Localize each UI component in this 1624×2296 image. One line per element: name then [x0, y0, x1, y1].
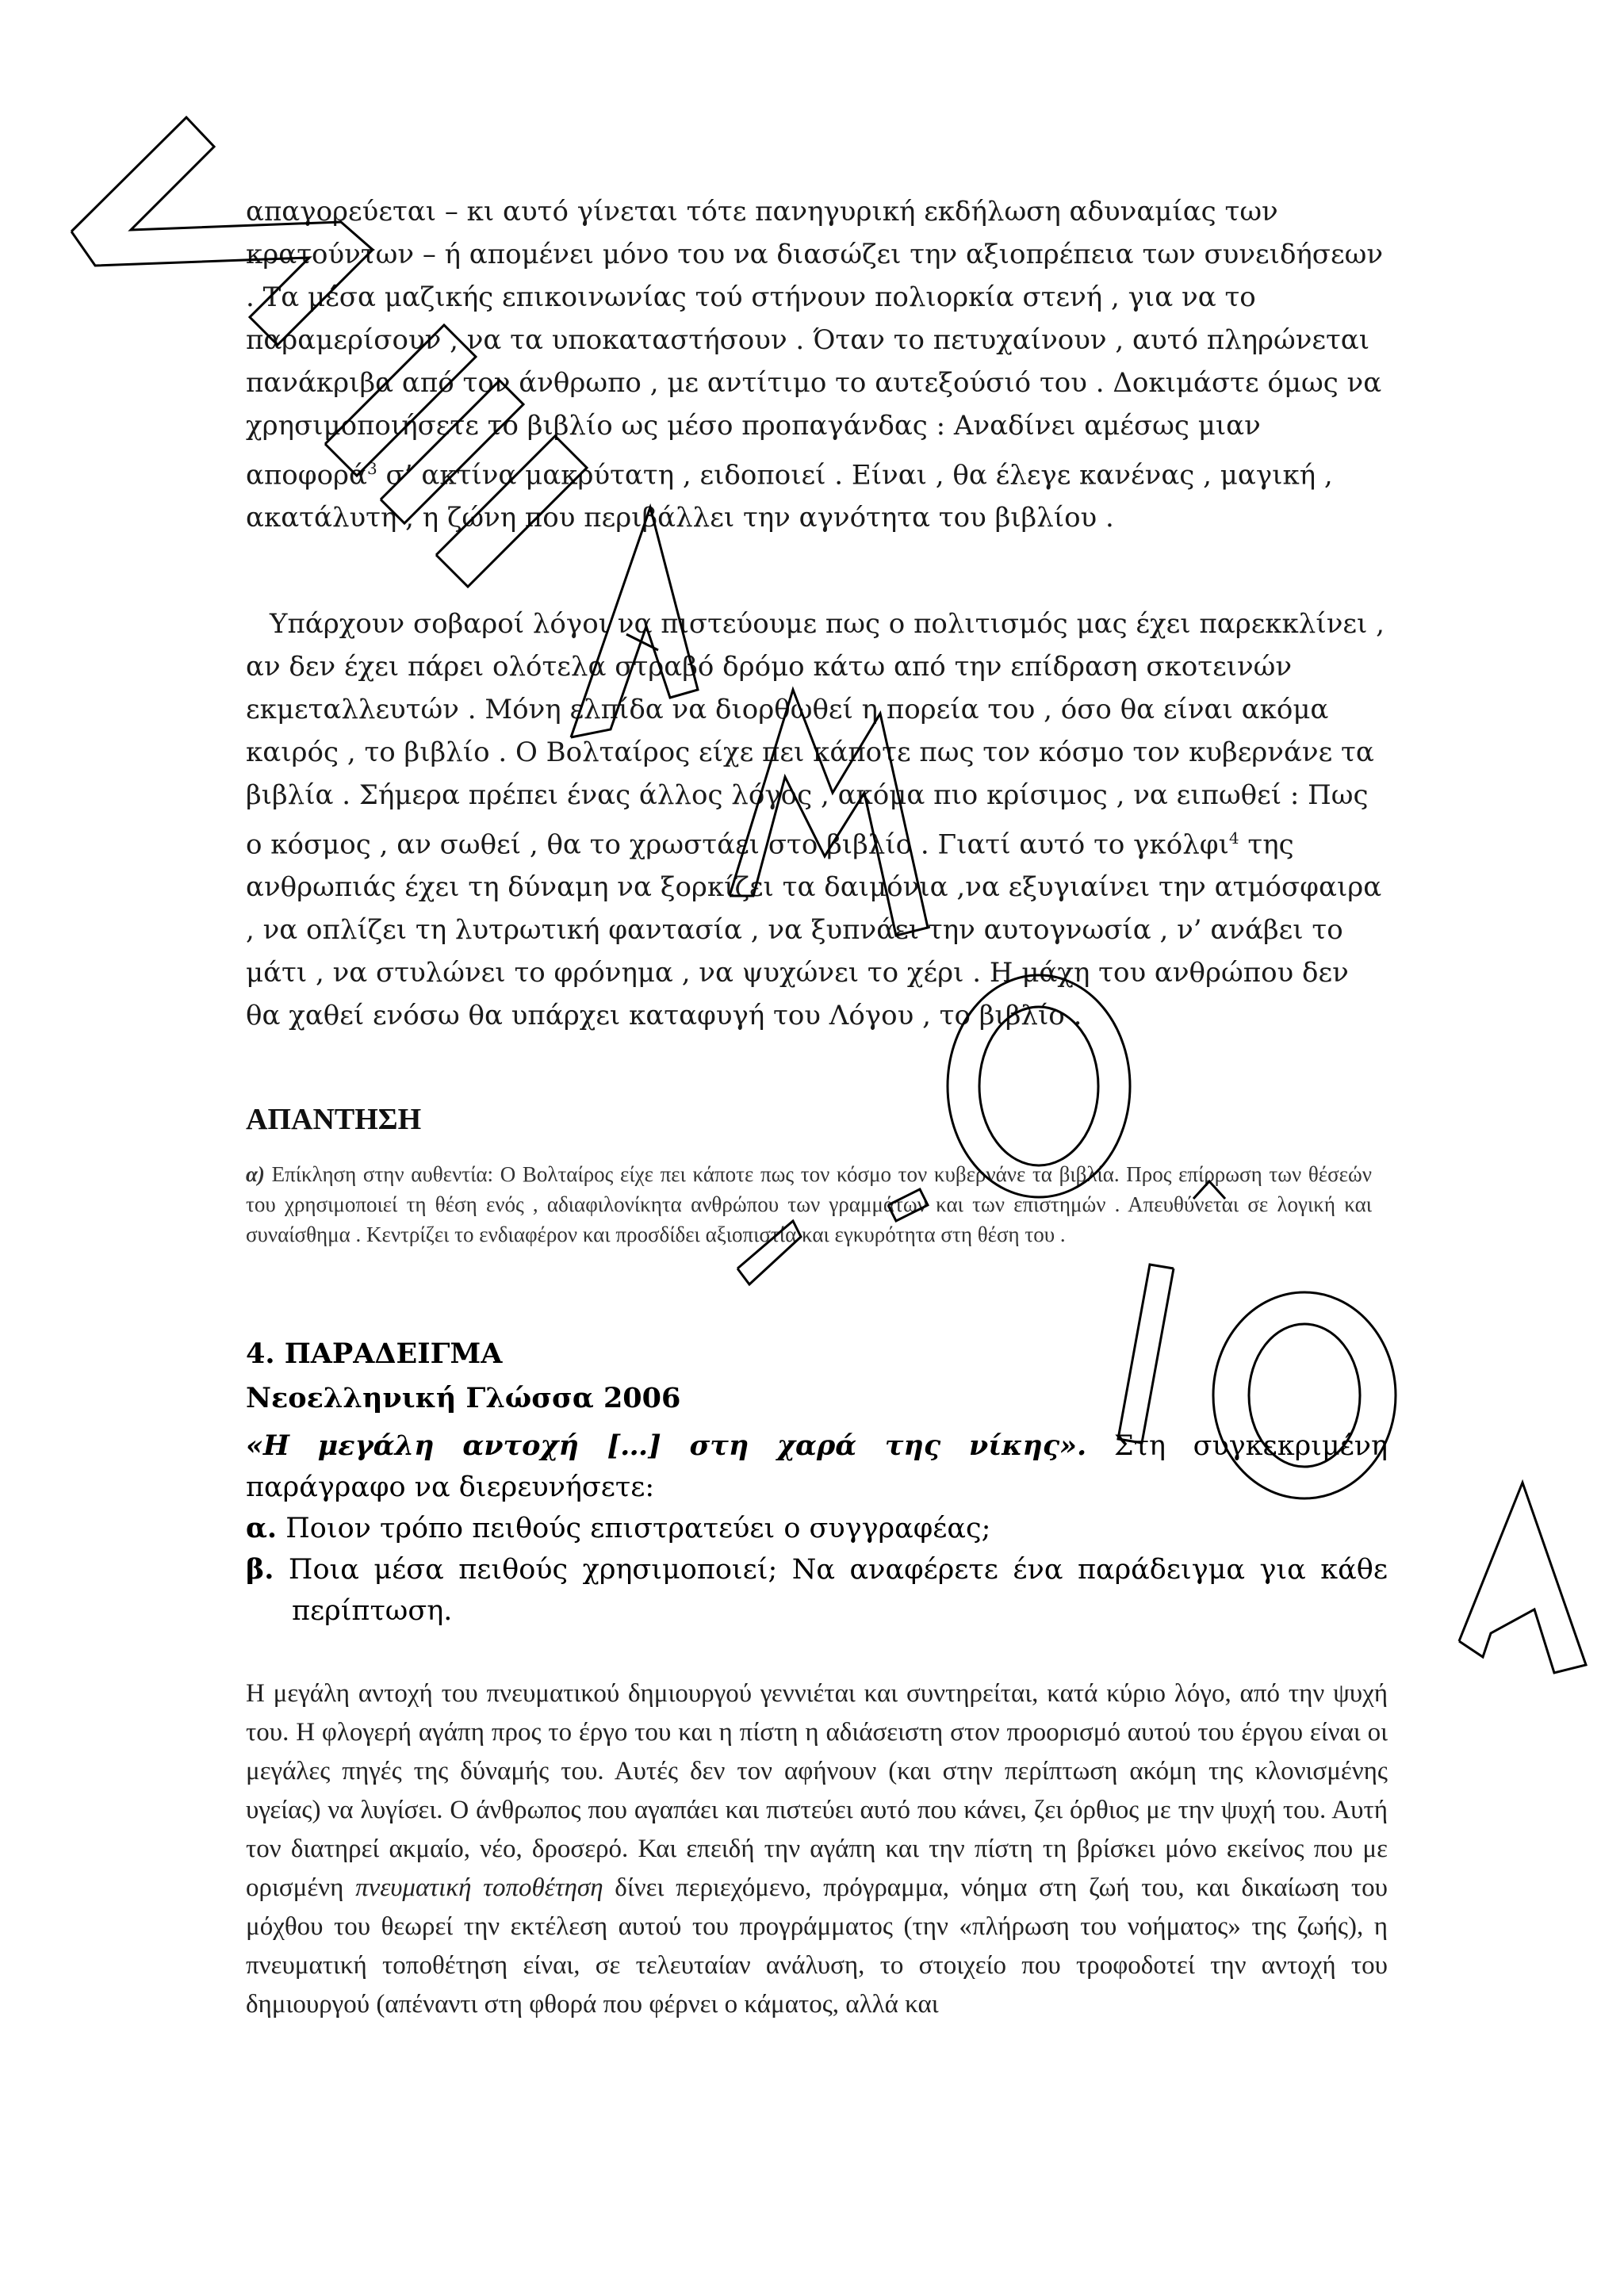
example-intro-text: Στη συγκεκριμένη παράγραφο να διερευνήσετε: — [246, 1430, 1388, 1503]
passage-italic-phrase: πνευματική τοποθέτηση — [355, 1873, 603, 1902]
question-label: α. — [246, 1512, 278, 1544]
example-number-heading: 4. ΠΑΡΑΔΕΙΓΜΑ — [246, 1337, 503, 1370]
example-subject-heading: Νεοελληνική Γλώσσα 2006 — [246, 1382, 681, 1414]
paragraph-2-text-b: της ανθρωπιάς έχει τη δύναμη να ξορκίζει τα δαιμόνια ,να εξυγιαίνει την ατμόσφαιρα , να οπλίζει τη λυτρωτική φαντασία , να ξυπνάει την αυτογνωσία , ν’ ανάβει το μάτι , να στυλώνει το φρόνημα , να ψυχώνει το χέρι . Η μάχη του ανθρώπου δεν θα χαθεί ενόσω θα υπάρχει καταφυγή του Λόγου , το βιβλίο . — [246, 828, 1382, 1032]
paragraph-1-text-a: απαγορεύεται – κι αυτό γίνεται τότε πανηγυρική εκδήλωση αδυναμίας των κρατούντων – ή απομένει μόνο του να διασώζει την αξιοπρέπεια των συνειδήσεων . Τα μέσα μαζικής επικοινωνίας τού στήνουν πολιορκία στενή , για να το παραμερίσουν , να τα υποκαταστήσουν . Όταν το πετυχαίνουν , αυτό πληρώνεται πανάκριβα από τον άνθρωπο , με αντίτιμο το αυτεξούσιό του . Δοκιμάστε όμως να χρησιμοποιήσετε το βιβλίο ως μέσο προπαγάνδας : Αναδίνει αμέσως μιαν αποφορά — [246, 196, 1384, 492]
answer-label: α) — [246, 1162, 265, 1186]
example-instruction — [246, 1425, 1388, 1508]
question-label: β. — [246, 1553, 274, 1586]
question-text: Ποιον τρόπο πειθούς επιστρατεύει ο συγγραφέας; — [277, 1513, 991, 1544]
question-text: Ποια μέσα πειθούς χρησιμοποιεί; Να αναφέρετε ένα παράδειγμα για κάθε περίπτωση. — [274, 1554, 1388, 1627]
example-quote: «Η μεγάλη αντοχή […] στη χαρά της νίκης». — [246, 1429, 1087, 1462]
passage-text-b: δίνει περιεχόμενο, πρόγραμμα, νόημα στη ζωή του, και δικαίωση του μόχθου του θεωρεί την εκτέλεση αυτού του προγράμματος (την «πλήρωση του νοήματος» της ζωής), η πνευματική τοποθέτηση είναι, σε τελευταίαν ανάλυση, το στοιχείο που τροφοδοτεί την αντοχή του δημιουργού (απέναντι στη φθορά που φέρνει ο κάματος, αλλά και — [246, 1873, 1388, 2019]
footnote-ref-4: 4 — [1228, 828, 1239, 848]
footnote-ref-3: 3 — [367, 459, 377, 478]
excerpt-passage — [246, 1674, 1388, 2024]
example-section — [246, 1332, 1388, 1632]
paragraph-1-text-b: σ’ ακτίνα μακρύτατη , ειδοποιεί . Είναι , θα έλεγε κανένας , μαγική , ακατάλυτη , η ζώνη που περιβάλλει την αγνότητα του βιβλίου . — [246, 459, 1333, 534]
answer-heading: ΑΠΑΝΤΗΣΗ — [246, 1103, 422, 1136]
passage-text-a: Η μεγάλη αντοχή του πνευματικού δημιουργού γεννιέται και συντηρείται, κατά κύριο λόγο, από την ψυχή του. Η φλογερή αγάπη προς το έργο του και η πίστη η αδιάσειστη στον προορισμό αυτού του έργου είναι οι μεγάλες πηγές της δύναμής του. Αυτές δεν τον αφήνουν (και στην περίπτωση ακόμη της κλονισμένης υγείας) να λυγίσει. Ο άνθρωπος που αγαπάει και πιστεύει αυτό που κάνει, ζει όρθιος με την ψυχή του. Αυτή τον διατηρεί ακμαίο, νέο, δροσερό. Και επειδή την αγάπη και την πίστη τη βρίσκει μόνο εκείνος που με ορισμένη — [246, 1679, 1388, 1902]
question-item-a — [246, 1508, 1388, 1549]
paragraph-1 — [246, 190, 1388, 539]
answer-text: Επίκληση στην αυθεντία: Ο Βολταίρος είχε πει κάποτε πως τον κόσμο τον κυβερνάνε τα βιβλία. Προς επίρρωση των θέσεών του χρησιμοποιεί τη θέση ενός , αδιαφιλονίκητα ανθρώπου των γραμμάτων και των επιστημών . Απευθύνεται σε λογική και συναίσθημα . Κεντρίζει το ενδιαφέρον και προσδίδει αξιοπιστία και εγκυρότητα στη θέση του . — [246, 1162, 1372, 1246]
answer-scanned-text — [246, 1159, 1372, 1249]
paragraph-2-text-a: Υπάρχουν σοβαροί λόγοι να πιστεύουμε πως ο πολιτισμός μας έχει παρεκκλίνει , αν δεν έχει πάρει ολότελα στραβό δρόμο κάτω από την επίδραση σκοτεινών εκμεταλλευτών . Μόνη ελπίδα να διορθωθεί η πορεία του , όσο θα είναι ακόμα καιρός , το βιβλίο . Ο Βολταίρος είχε πει κάποτε πως τον κόσμο τον κυβερνάνε τα βιβλία . Σήμερα πρέπει ένας άλλος λόγος , ακόμα πιο κρίσιμος , να ειπωθεί : Πως ο κόσμος , αν σωθεί , θα το χρωστάει στο βιβλίο . Γιατί αυτό το γκόλφι — [246, 608, 1385, 861]
question-item-b — [246, 1549, 1388, 1632]
paragraph-2 — [246, 603, 1388, 1037]
